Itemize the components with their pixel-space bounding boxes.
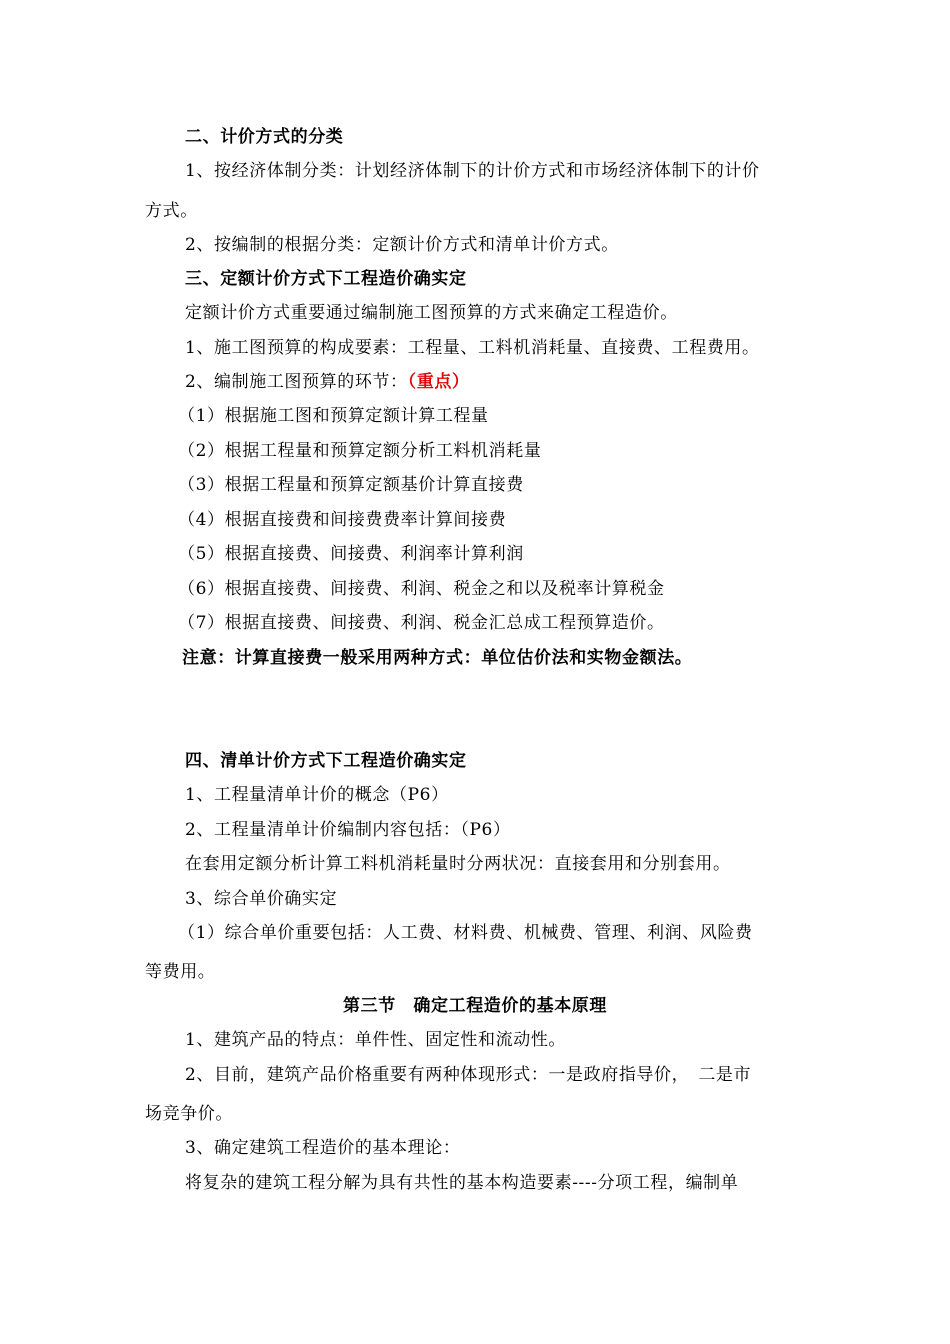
paragraph-unit-price-items-cont: 等费用。 (145, 962, 216, 982)
paragraph-basic-theory: 3、确定建筑工程造价的基本理论： (185, 1138, 461, 1158)
key-point-badge: （重点） (407, 372, 470, 392)
budget-steps-label: 2、编制施工图预算的环节： (185, 372, 408, 392)
step-item: （6）根据直接费、间接费、利润、税金之和以及税率计算税金 (178, 579, 665, 599)
step-item: （7）根据直接费、间接费、利润、税金汇总成工程预算造价。 (178, 613, 665, 633)
section-title: 第三节 确定工程造价的基本原理 (343, 996, 607, 1016)
paragraph-quota-intro: 定额计价方式重要通过编制施工图预算的方式来确定工程造价。 (185, 303, 678, 323)
paragraph-economic-system: 1、按经济体制分类：计划经济体制下的计价方式和市场经济体制下的计价 (185, 161, 760, 181)
paragraph-decomposition: 将复杂的建筑工程分解为具有共性的基本构造要素----分项工程，编制单 (185, 1173, 739, 1193)
paragraph-bill-concept: 1、工程量清单计价的概念（P6） (185, 785, 449, 805)
paragraph-unit-price: 3、综合单价确实定 (185, 889, 338, 909)
paragraph-budget-steps (145, 371, 805, 393)
paragraph-quota-application: 在套用定额分析计算工料机消耗量时分两状况：直接套用和分别套用。 (185, 854, 731, 874)
heading-pricing-classification: 二、计价方式的分类 (185, 127, 344, 147)
note-direct-cost: 注意：计算直接费一般采用两种方式：单位估价法和实物金额法。 (182, 648, 693, 668)
step-item: （2）根据工程量和预算定额分析工料机消耗量 (178, 441, 542, 461)
paragraph-economic-system-cont: 方式。 (145, 201, 198, 221)
paragraph-product-features: 1、建筑产品的特点：单件性、固定性和流动性。 (185, 1030, 567, 1050)
step-item: （5）根据直接费、间接费、利润率计算利润 (178, 544, 524, 564)
step-item: （4）根据直接费和间接费费率计算间接费 (178, 510, 507, 530)
paragraph-basis-classification: 2、按编制的根据分类：定额计价方式和清单计价方式。 (185, 235, 619, 255)
heading-quota-pricing: 三、定额计价方式下工程造价确实定 (185, 269, 467, 289)
step-item: （1）根据施工图和预算定额计算工程量 (178, 406, 489, 426)
paragraph-bill-content: 2、工程量清单计价编制内容包括：（P6） (185, 820, 511, 840)
paragraph-price-forms-cont: 场竞争价。 (145, 1104, 233, 1124)
paragraph-price-forms: 2、目前，建筑产品价格重要有两种体现形式：一是政府指导价， 二是市 (185, 1065, 752, 1085)
paragraph-budget-elements: 1、施工图预算的构成要素：工程量、工料机消耗量、直接费、工程费用。 (185, 338, 760, 358)
heading-bill-pricing: 四、清单计价方式下工程造价确实定 (185, 751, 467, 771)
paragraph-unit-price-items: （1）综合单价重要包括：人工费、材料费、机械费、管理、利润、风险费 (178, 923, 753, 943)
step-item: （3）根据工程量和预算定额基价计算直接费 (178, 475, 524, 495)
